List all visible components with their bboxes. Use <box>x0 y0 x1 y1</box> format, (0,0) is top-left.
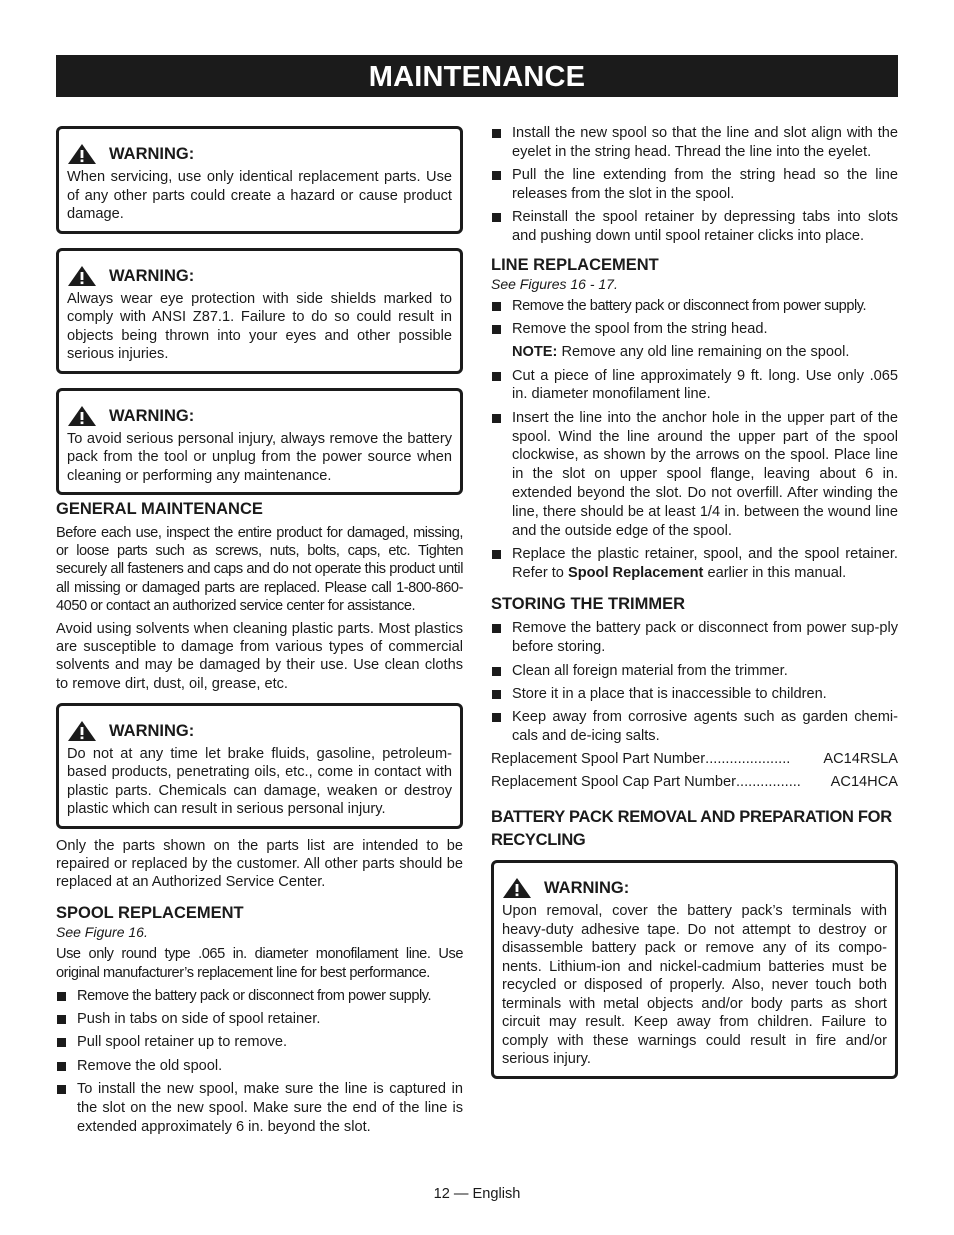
leader-dots: ..................... <box>705 751 791 768</box>
spool-steps-list <box>56 987 463 1137</box>
square-bullet-icon <box>492 550 501 559</box>
warning-box-replacement-parts <box>56 126 463 234</box>
square-bullet-icon <box>492 325 501 334</box>
warning-box-chemicals <box>56 703 463 829</box>
warning-title: WARNING: <box>109 721 195 740</box>
warning-triangle-icon <box>67 143 97 165</box>
list-item <box>491 545 898 583</box>
list-item-text: Pull spool retainer up to remove. <box>77 1034 288 1051</box>
list-item <box>491 619 898 657</box>
page-footer: 12 — English <box>433 1186 521 1202</box>
storing-steps-list <box>491 619 898 745</box>
warning-header <box>67 143 452 165</box>
list-item <box>56 1080 463 1136</box>
spool-part-number-row <box>491 750 898 769</box>
list-item <box>491 297 898 316</box>
warning-triangle-icon <box>67 720 97 742</box>
solvents-paragraph: Avoid using solvents when cleaning plastic parts. Most plastics are susceptible to damage from various types of commercial solvents and may be damaged by their use. Use clean cloths to remove dirt, dust, oil, grease, etc. <box>56 621 463 692</box>
warning-title: WARNING: <box>109 145 195 163</box>
warning-box-eye-protection <box>56 248 463 374</box>
section-heading-spool-replacement: SPOOL REPLACEMENT <box>56 904 244 923</box>
section-heading-storing-the-trimmer: STORING THE TRIMMER <box>491 595 686 614</box>
list-item <box>56 1057 463 1076</box>
list-item <box>56 1033 463 1052</box>
list-item <box>56 1010 463 1029</box>
line-steps-list-continued <box>491 367 898 583</box>
list-item-text: Cut a piece of line approximately 9 ft. long. Use only .065 in. diameter monofilament line. <box>512 367 898 403</box>
list-item-text: Remove the spool from the string head. <box>512 321 768 338</box>
warning-header <box>67 720 452 742</box>
spool-replacement-reference: Spool Replacement <box>567 564 704 581</box>
list-item-text: Push in tabs on side of spool retainer. <box>77 1011 321 1028</box>
spool-cap-part-number-row <box>491 773 898 792</box>
list-item <box>491 662 898 681</box>
warning-text: Always wear eye protection with side shields marked to comply with ANSI Z87.1. Failure to do so could result in objects being thrown into your eyes and other possible serious injuries. <box>67 290 452 362</box>
spool-intro-paragraph: Use only round type .065 in. diameter monofilament line. Use original manufacturer’s replacement line for best performance. <box>56 946 463 981</box>
list-item-text: To install the new spool, make sure the line is captured in the slot on the new spool. Make sure the end of the line is extended approximately 6 in. beyond the slot. <box>77 1081 463 1135</box>
list-item-text: Pull the line extending from the string head so the line releases from the slot in the spool. <box>512 167 898 202</box>
list-item <box>491 367 898 405</box>
spool-steps-continued-list <box>491 124 898 246</box>
part-label: Replacement Spool Cap Part Number <box>491 774 736 791</box>
list-item-text: Store it in a place that is inaccessible to children. <box>512 685 827 702</box>
list-item-text: Install the new spool so that the line and slot align with the eyelet in the string head. Thread the line into the eyelet. <box>512 125 898 160</box>
section-heading-general-maintenance: GENERAL MAINTENANCE <box>56 500 263 518</box>
square-bullet-icon <box>57 1038 66 1047</box>
warning-box-remove-battery <box>56 388 463 496</box>
warning-text: Do not at any time let brake fluids, gasoline, petroleum-based products, penetrating oils, etc., come in contact with plastic parts. Chemicals can damage, weaken or destroy plastic which can result in serious personal injury. <box>67 745 452 818</box>
warning-triangle-icon <box>67 405 97 427</box>
square-bullet-icon <box>492 213 501 222</box>
figure-reference: See Figure 16. <box>56 924 148 941</box>
right-column <box>491 124 898 1093</box>
square-bullet-icon <box>492 690 501 699</box>
left-column <box>56 126 463 1141</box>
warning-title: WARNING: <box>544 879 630 897</box>
warning-triangle-icon <box>67 265 97 287</box>
square-bullet-icon <box>492 302 501 311</box>
note-text: Remove any old line remaining on the spool. <box>557 344 850 361</box>
list-item <box>491 708 898 746</box>
line-note <box>491 343 898 362</box>
list-item <box>491 166 898 204</box>
part-number: AC14RSLA <box>823 751 898 768</box>
warning-text: To avoid serious personal injury, always remove the battery pack from the tool or unplug from the power source when cleaning or performing any maintenance. <box>67 430 452 484</box>
warning-header <box>67 405 452 427</box>
square-bullet-icon <box>492 624 501 633</box>
warning-box-battery-terminals <box>491 860 898 1079</box>
figure-reference: See Figures 16 - 17. <box>491 275 618 292</box>
list-item <box>491 320 898 339</box>
list-item-text: Remove the battery pack or disconnect from power supply. <box>77 987 432 1004</box>
list-item-text-end: earlier in this manual. <box>703 564 847 581</box>
square-bullet-icon <box>57 1062 66 1071</box>
list-item-text: Replace the plastic retainer, spool, and the spool retainer. Refer to <box>512 545 898 581</box>
list-item <box>491 409 898 541</box>
warning-header <box>67 265 452 287</box>
warning-text: When servicing, use only identical replacement parts. Use of any other parts could create a hazard or cause product damage. <box>67 169 452 222</box>
square-bullet-icon <box>492 372 501 381</box>
square-bullet-icon <box>492 129 501 138</box>
page-title: MAINTENANCE <box>56 55 898 97</box>
list-item-text: Remove the battery pack or disconnect from power sup-ply before storing. <box>512 620 898 656</box>
line-steps-list <box>491 297 898 339</box>
warning-header <box>502 877 887 899</box>
list-item-text: Insert the line into the anchor hole in the upper part of the spool. Wind the line around the upper part of the spool clockwise, as shown by the arrows on the spool. Place line in the slot on upper spool flange, leaving about 6 in. extended beyond the slot. Do not overfill. After winding the line, there should be at least 1/4 in. between the wound line and the outside edge of the spool. <box>512 409 898 539</box>
square-bullet-icon <box>57 992 66 1001</box>
leader-dots: ................ <box>735 774 801 791</box>
list-item-text: Keep away from corrosive agents such as garden chemi-cals and de-icing salts. <box>512 709 898 744</box>
list-item-text: Reinstall the spool retainer by depressing tabs into slots and pushing down until spool retainer clicks into place. <box>512 209 898 244</box>
note-label: NOTE: <box>512 344 558 361</box>
part-number: AC14HCA <box>830 774 898 791</box>
list-item <box>491 208 898 246</box>
section-heading-battery-recycling: BATTERY PACK REMOVAL AND PREPARATION FOR RECYCLING <box>491 808 892 849</box>
general-maintenance-paragraph: Before each use, inspect the entire product for damaged, missing, or loose parts such as screws, nuts, bolts, caps, etc. Tighten securely all fasteners and caps and do not operate this product until all missing or damaged parts are replaced. Please call 1-800-860-4050 or contact an authorized service center for assistance. <box>56 525 463 614</box>
section-heading-line-replacement: LINE REPLACEMENT <box>491 255 659 274</box>
list-item <box>491 685 898 704</box>
warning-triangle-icon <box>502 877 532 899</box>
parts-list-paragraph: Only the parts shown on the parts list are intended to be repaired or replaced by the customer. All other parts should be replaced at an Authorized Service Center. <box>56 837 463 891</box>
part-label: Replacement Spool Part Number <box>491 751 706 768</box>
list-item-text: Clean all foreign material from the trimmer. <box>512 662 788 679</box>
warning-title: WARNING: <box>109 266 195 285</box>
list-item <box>56 987 463 1006</box>
warning-title: WARNING: <box>109 406 195 425</box>
square-bullet-icon <box>57 1015 66 1024</box>
square-bullet-icon <box>492 667 501 676</box>
list-item-text: Remove the battery pack or disconnect from power supply. <box>512 297 867 314</box>
square-bullet-icon <box>492 414 501 423</box>
square-bullet-icon <box>492 171 501 180</box>
list-item-text: Remove the old spool. <box>77 1057 223 1074</box>
square-bullet-icon <box>57 1085 66 1094</box>
warning-text: Upon removal, cover the battery pack’s terminals with heavy-duty adhesive tape. Do not attempt to destroy or disassemble battery pack or remove any of its compo-nents. Lithium-ion and nickel-cadmium batteries must be recycled or disposed of properly. Also, never touch both terminals with metal objects and/or body parts as short circuit may result. Keep away from children. Failure to comply with these warnings could result in fire and/or serious injury. <box>502 903 887 1067</box>
list-item <box>491 124 898 162</box>
square-bullet-icon <box>492 713 501 722</box>
